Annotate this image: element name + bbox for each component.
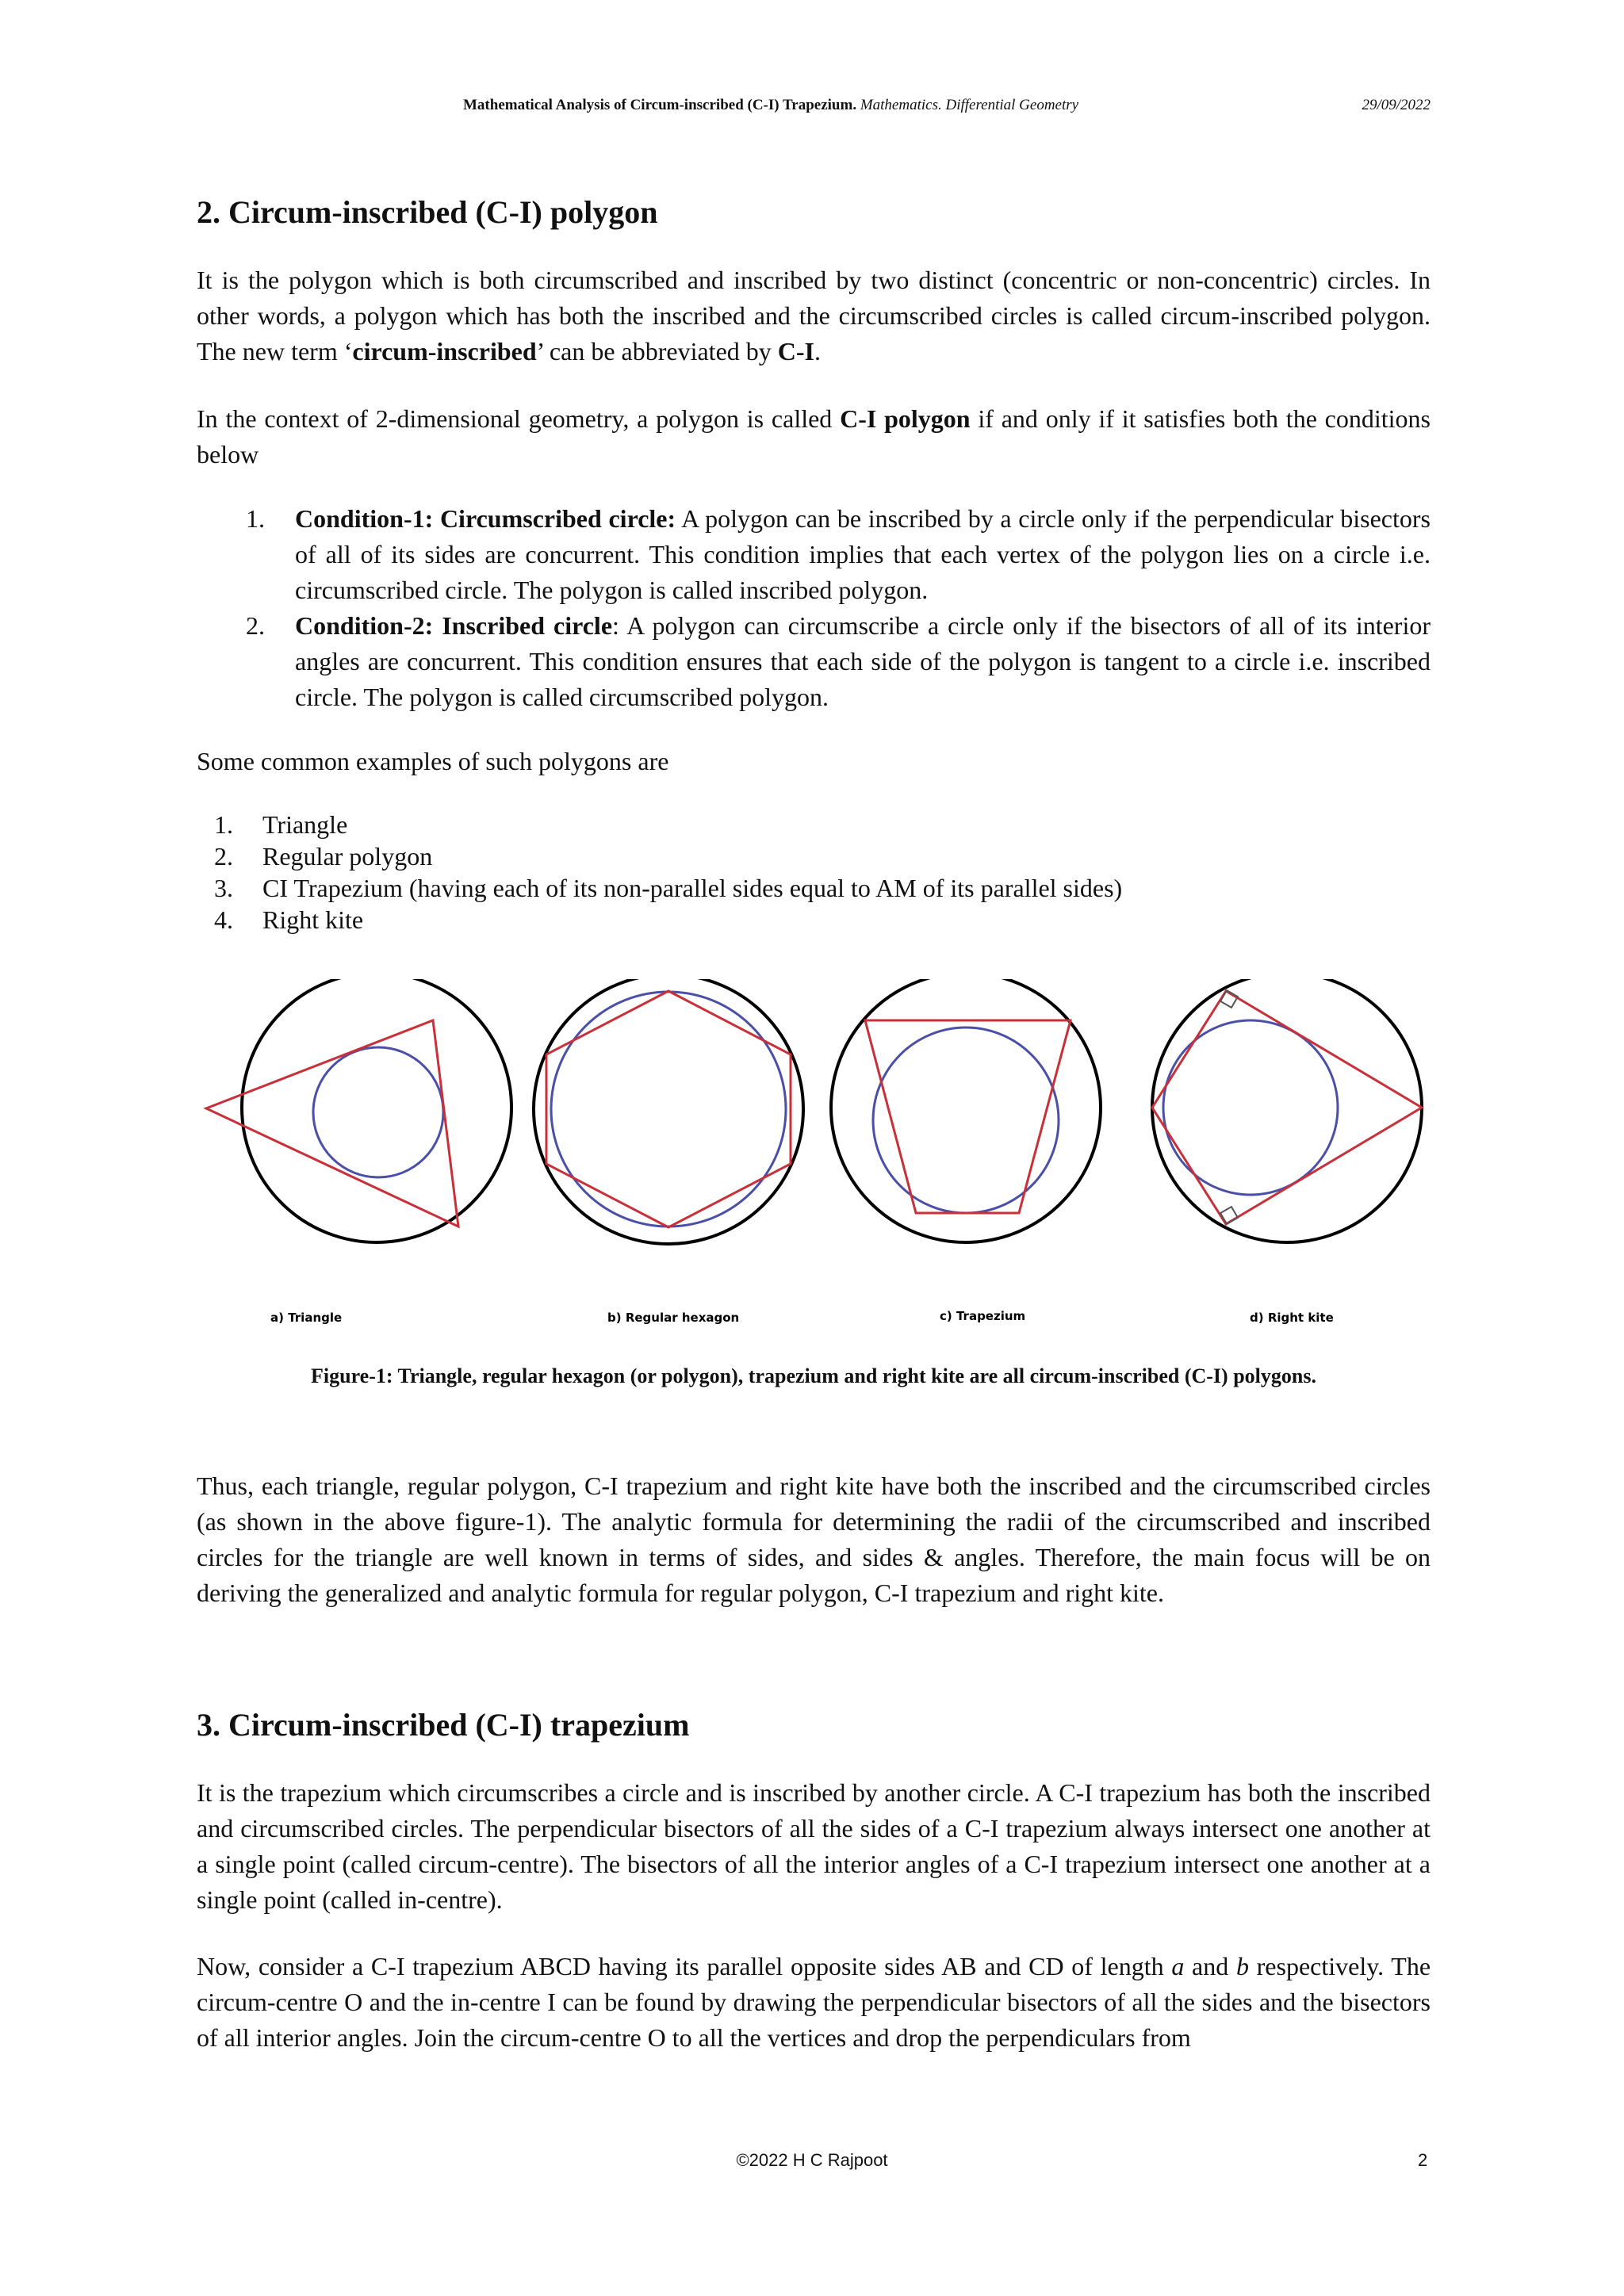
list-text: Right kite bbox=[262, 905, 364, 934]
section-3-para-2 bbox=[197, 1949, 1431, 2056]
list-text: Triangle bbox=[262, 810, 348, 839]
figure-label-d: d) Right kite bbox=[1250, 1311, 1334, 1325]
incircle bbox=[313, 1047, 443, 1177]
header-separator: . bbox=[937, 97, 946, 113]
incircle bbox=[873, 1027, 1059, 1213]
para-text: if and only if it satisfies both the conditions below bbox=[197, 404, 1431, 469]
incircle bbox=[551, 992, 786, 1226]
hexagon-polygon bbox=[546, 991, 791, 1227]
math-variable: a bbox=[1171, 1952, 1185, 1980]
figure-right-kite bbox=[1152, 979, 1422, 1325]
section-2-para-1 bbox=[197, 262, 1431, 369]
list-item bbox=[197, 840, 1431, 872]
list-number: 3. bbox=[214, 874, 233, 902]
trapezium-polygon bbox=[865, 1020, 1071, 1213]
circumcircle bbox=[1152, 979, 1422, 1242]
header-topic: Differential Geometry bbox=[945, 97, 1079, 113]
examples-intro bbox=[197, 744, 1431, 779]
section-2-para-3 bbox=[197, 1468, 1431, 1611]
condition-text: A polygon can be inscribed by a circle only if the perpendicular bisectors of all of its sides are concurrent. This condition implies that each vertex of the polygon lies on a circle i.e. circumscribed circle. The polygon is called inscribed polygon. bbox=[295, 504, 1431, 604]
para-text: It is the trapezium which circumscribes a circle and is inscribed by another circle. A C-I trapezium has both the inscribed and circumscribed circles. The perpendicular bisectors of all the sides of a C-I trapezium always intersect one another at a single point (called circum-centre). The bisectors of all the interior angles of a C-I trapezium intersect one another at a single point (called in-centre). bbox=[197, 1778, 1431, 1914]
list-text: Regular polygon bbox=[262, 842, 433, 871]
header-subject: Mathematics bbox=[860, 97, 938, 113]
para-text: Some common examples of such polygons are bbox=[197, 747, 669, 775]
list-item bbox=[197, 904, 1431, 936]
para-text: . bbox=[814, 337, 821, 365]
running-header bbox=[463, 97, 1431, 114]
list-number: 1. bbox=[214, 810, 233, 839]
para-text: Now, consider a C-I trapezium ABCD having its parallel opposite sides AB and CD of length bbox=[197, 1952, 1172, 1980]
term-bold: C-I polygon bbox=[840, 404, 971, 433]
para-text: Thus, each triangle, regular polygon, C-I trapezium and right kite have both the inscribed and the circumscribed circles (as shown in the above figure-1). The analytic formula for determining the radii of the circumscribed and inscribed circles for the triangle are well known in terms of sides, and sides & angles. Therefore, the main focus will be on deriving the generalized and analytic formula for regular polygon, C-I trapezium and right kite. bbox=[197, 1471, 1431, 1607]
list-number: 1. bbox=[246, 504, 265, 533]
circumcircle bbox=[831, 979, 1101, 1242]
circumcircle bbox=[242, 979, 511, 1242]
figure-label-a: a) Triangle bbox=[270, 1311, 343, 1325]
list-item bbox=[197, 809, 1431, 840]
page-number: 2 bbox=[1418, 2150, 1428, 2170]
list-item bbox=[197, 608, 1431, 715]
section-3-para-1 bbox=[197, 1775, 1431, 1918]
kite-polygon bbox=[1152, 991, 1422, 1224]
section-2-heading: 2. Circum-inscribed (C-I) polygon bbox=[197, 194, 658, 230]
term-bold: circum-inscribed bbox=[352, 337, 537, 365]
condition-text: : A polygon can circumscribe a circle only if the bisectors of all of its interior angles are concurrent. This condition ensures that each side of the polygon is tangent to a circle i.e. inscribed circle. The polygon is called circumscribed polygon. bbox=[295, 611, 1431, 711]
para-text: ’ can be abbreviated by bbox=[536, 337, 778, 365]
para-text: respectively. The circum-centre O and the in-centre I can be found by drawing the perpendicular bisectors of all the sides and the bisectors of all interior angles. Join the circum-centre O to all the vertices and drop the perpendiculars from bbox=[197, 1952, 1431, 2052]
figure-label-c: c) Trapezium bbox=[940, 1309, 1026, 1323]
abbr-bold: C-I bbox=[777, 337, 814, 365]
figure-caption: Figure-1: Triangle, regular hexagon (or polygon), trapezium and right kite are all circum-inscribed (C-I) polygons. bbox=[311, 1364, 1316, 1387]
list-item bbox=[197, 501, 1431, 608]
figure-1 bbox=[197, 979, 1431, 1336]
list-number: 2. bbox=[214, 842, 233, 871]
figure-hexagon bbox=[534, 979, 803, 1325]
para-text: In the context of 2-dimensional geometry, a polygon is called bbox=[197, 404, 841, 433]
examples-list bbox=[197, 809, 1431, 936]
math-variable: b bbox=[1235, 1952, 1249, 1980]
header-title: Mathematical Analysis of Circum-inscribed (C-I) Trapezium. bbox=[463, 97, 857, 113]
section-2-para-2 bbox=[197, 401, 1431, 473]
figure-triangle bbox=[206, 979, 511, 1325]
list-text: CI Trapezium (having each of its non-parallel sides equal to AM of its parallel sides) bbox=[262, 874, 1123, 902]
footer-copyright: ©2022 H C Rajpoot bbox=[736, 2150, 888, 2170]
list-item bbox=[197, 872, 1431, 904]
list-number: 4. bbox=[214, 905, 233, 934]
header-date: 29/09/2022 bbox=[1362, 97, 1431, 113]
list-number: 2. bbox=[246, 611, 265, 640]
section-3-heading: 3. Circum-inscribed (C-I) trapezium bbox=[197, 1707, 690, 1743]
para-text: It is the polygon which is both circumscribed and inscribed by two distinct (concentric or non-concentric) circles. In other words, a polygon which has both the inscribed and the circumscribed circles is called circum-inscribed polygon. The new term ‘ bbox=[197, 266, 1431, 365]
circumcircle bbox=[534, 979, 803, 1244]
figure-label-b: b) Regular hexagon bbox=[607, 1311, 740, 1325]
figure-trapezium bbox=[831, 979, 1101, 1323]
conditions-list bbox=[197, 501, 1431, 715]
section-2 bbox=[197, 193, 1431, 232]
section-3 bbox=[197, 1706, 1431, 1744]
condition-title: Condition-1: Circumscribed circle: bbox=[295, 504, 676, 533]
para-text: and bbox=[1184, 1952, 1236, 1980]
condition-title: Condition-2: Inscribed circle bbox=[295, 611, 613, 640]
